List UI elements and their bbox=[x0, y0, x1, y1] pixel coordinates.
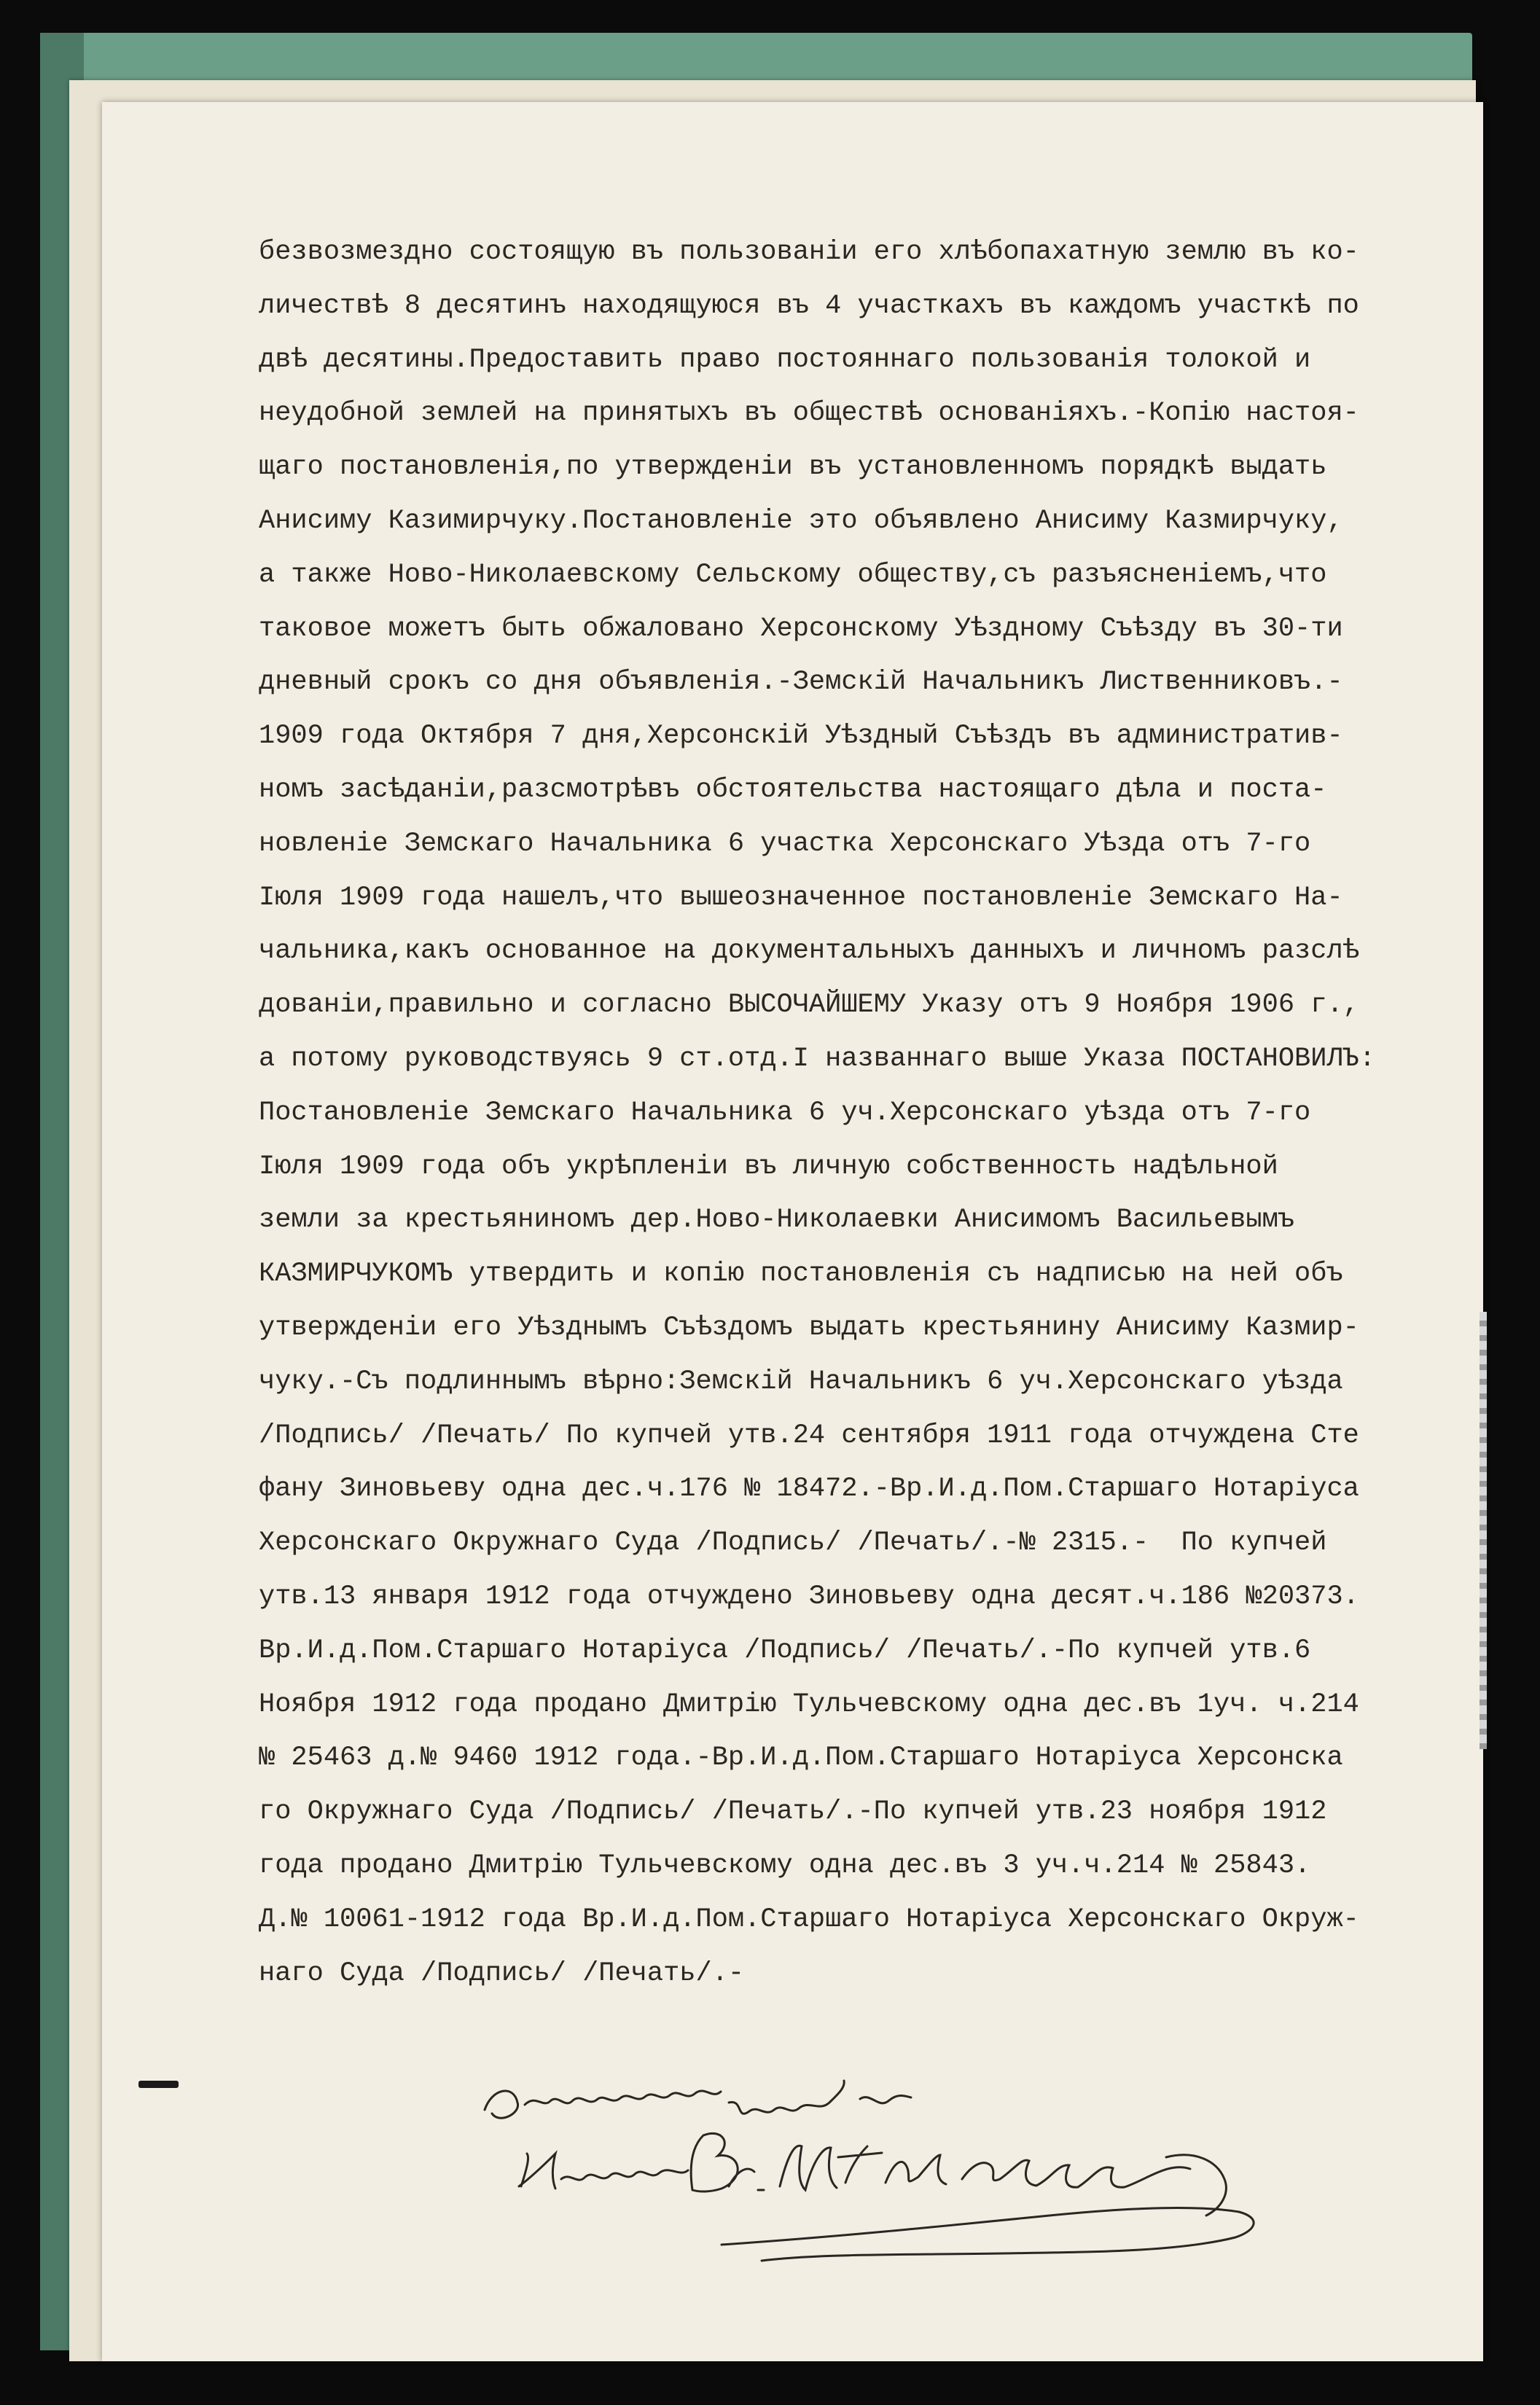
text-line: а также Ново-Николаевскому Сельскому обществу,съ разъясненіемъ,что bbox=[259, 559, 1327, 590]
text-line: утвержденіи его Уѣзднымъ Съѣздомъ выдать крестьянину Анисиму Казмир- bbox=[259, 1312, 1359, 1343]
text-line: безвозмездно состоящую въ пользованіи его хлѣбопахатную землю въ ко- bbox=[259, 237, 1359, 267]
text-line: чуку.-Съ подлиннымъ вѣрно:Земскій Начальникъ 6 уч.Херсонскаго уѣзда bbox=[259, 1366, 1343, 1397]
text-line: личествѣ 8 десятинъ находящуюся въ 4 участкахъ въ каждомъ участкѣ по bbox=[259, 290, 1359, 321]
text-line: номъ засѣданіи,разсмотрѣвъ обстоятельства настоящаго дѣла и поста- bbox=[259, 774, 1327, 805]
text-line: Д.№ 10061-1912 года Вр.И.д.Пом.Старшаго Нотаріуса Херсонскаго Окруж- bbox=[259, 1904, 1359, 1935]
text-line: неудобной землей на принятыхъ въ обществѣ основаніяхъ.-Копію настоя- bbox=[259, 398, 1359, 429]
text-line: года продано Дмитрію Тульчевскому одна дес.въ 3 уч.ч.214 № 25843. bbox=[259, 1850, 1311, 1881]
text-line: чальника,какъ основанное на документальныхъ данныхъ и личномъ разслѣ bbox=[259, 936, 1359, 967]
margin-mark bbox=[138, 2081, 179, 2088]
text-line: КАЗМИРЧУКОМЪ утвердить и копію постановленія съ надписью на ней объ bbox=[259, 1259, 1343, 1290]
text-line: 1909 года Октября 7 дня,Херсонскій Уѣздный Съѣздъ въ административ- bbox=[259, 721, 1343, 752]
text-line: дневный срокъ со дня объявленія.-Земскій Начальникъ Лиственниковъ.- bbox=[259, 667, 1343, 698]
text-line: Херсонскаго Окружнаго Суда /Подпись/ /Печать/.-№ 2315.- По купчей bbox=[259, 1528, 1327, 1559]
typed-text bbox=[259, 226, 1472, 2001]
text-line: Постановленіе Земскаго Начальника 6 уч.Херсонскаго уѣзда отъ 7-го bbox=[259, 1097, 1311, 1128]
text-line: а потому руководствуясь 9 ст.отд.I названнаго выше Указа ПОСТАНОВИЛЪ: bbox=[259, 1043, 1376, 1074]
text-line: /Подпись/ /Печать/ По купчей утв.24 сентября 1911 года отчуждена Сте bbox=[259, 1420, 1359, 1451]
text-line: утв.13 января 1912 года отчуждено Зиновьеву одна десят.ч.186 №20373. bbox=[259, 1581, 1359, 1612]
text-line: новленіе Земскаго Начальника 6 участка Херсонскаго Уѣзда отъ 7-го bbox=[259, 828, 1311, 859]
binding-thread bbox=[1480, 1312, 1487, 1749]
text-line: Ноября 1912 года продано Дмитрію Тульчевскому одна дес.въ 1уч. ч.214 bbox=[259, 1689, 1359, 1720]
text-line: Анисиму Казимирчуку.Постановленіе это объявлено Анисиму Казмирчуку, bbox=[259, 505, 1343, 536]
text-line: щаго постановленія,по утвержденіи въ установленномъ порядкѣ выдать bbox=[259, 452, 1327, 483]
text-line: Вр.И.д.Пом.Старшаго Нотаріуса /Подпись/ /Печать/.-По купчей утв.6 bbox=[259, 1635, 1311, 1666]
text-line: двѣ десятины.Предоставить право постояннаго пользованія толокой и bbox=[259, 344, 1311, 375]
text-line: Іюля 1909 года объ укрѣпленіи въ личную собственность надѣльной bbox=[259, 1151, 1278, 1182]
text-line: фану Зиновьеву одна дес.ч.176 № 18472.-Вр.И.д.Пом.Старшаго Нотаріуса bbox=[259, 1474, 1359, 1505]
text-line: № 25463 д.№ 9460 1912 года.-Вр.И.д.Пом.Старшаго Нотаріуса Херсонска bbox=[259, 1743, 1343, 1774]
text-line: го Окружнаго Суда /Подпись/ /Печать/.-По купчей утв.23 ноября 1912 bbox=[259, 1796, 1327, 1828]
text-line: Іюля 1909 года нашелъ,что вышеозначенное постановленіе Земскаго На- bbox=[259, 882, 1343, 913]
text-line: земли за крестьяниномъ дер.Ново-Николаевки Анисимомъ Васильевымъ bbox=[259, 1205, 1295, 1236]
text-line: таковое можетъ быть обжаловано Херсонскому Уѣздному Съѣзду въ 30-ти bbox=[259, 613, 1343, 644]
text-line: дованіи,правильно и согласно ВЫСОЧАЙШЕМУ Указу отъ 9 Ноября 1906 г., bbox=[259, 990, 1359, 1021]
text-line: наго Суда /Подпись/ /Печать/.- bbox=[259, 1958, 745, 1989]
